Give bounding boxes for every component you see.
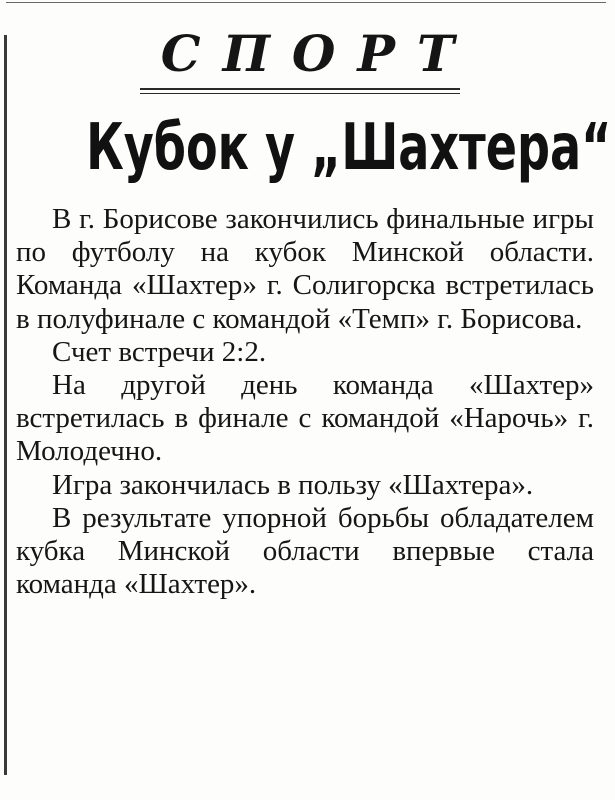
article-headline: Кубок у „Шахтера“ [86,111,612,185]
rubric-underline [140,88,460,90]
article-paragraph: В г. Борисове закончились финальные игры по футболу на кубок Минской области. Команда «Шахтер» г. Солигорска встретилась в полуфинале с командой «Темп» г. Борисова. [16,203,594,335]
rubric-underline-thin [140,93,460,94]
left-border-rule [4,35,7,775]
article-paragraph: Счет встречи 2:2. [52,335,267,368]
article-paragraph: В результате упорной борьбы обладателем кубка Минской области впервые стала команда «Шахтер». [16,501,594,601]
top-border-rule [6,2,606,3]
article-paragraph: На другой день команда «Шахтер» встретилась в финале с командой «Нарочь» г. Молодечно. [16,369,594,468]
article-paragraph: Игра закончилась в пользу «Шахтера». [52,468,534,501]
article-body [16,203,594,601]
section-rubric: СПОРТ [160,24,477,83]
